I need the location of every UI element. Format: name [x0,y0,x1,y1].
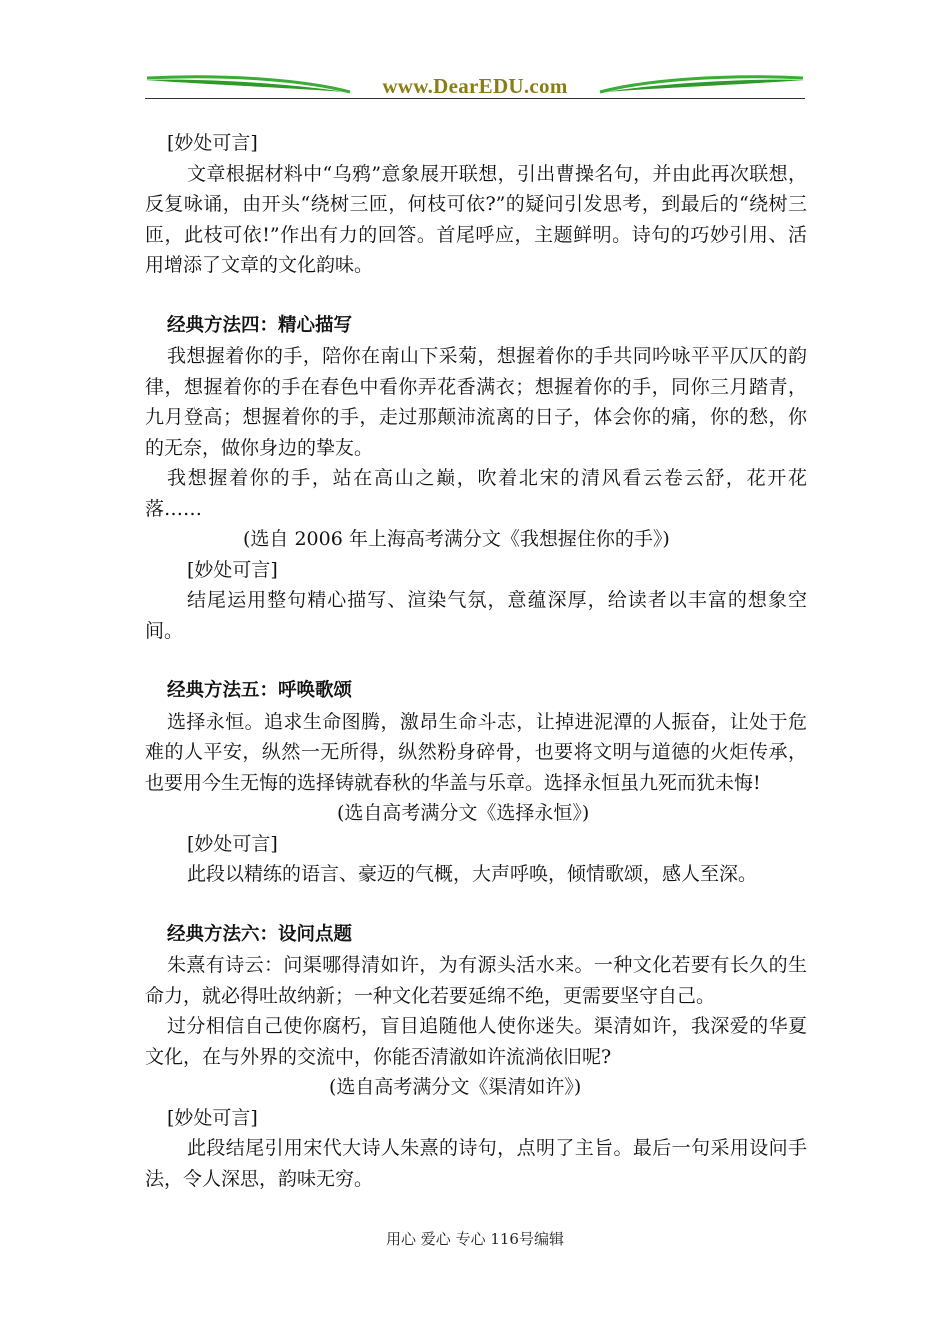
comment-text: 结尾运用整句精心描写、渲染气氛，意蕴深厚，给读者以丰富的想象空间。 [145,589,807,642]
source-citation: (选自高考满分文《选择永恒》) [337,802,590,824]
comment-text: 文章根据材料中“乌鸦”意象展开联想，引出曹操名句，并由此再次联想，反复咏诵，由开头“绕树三匝，何枝可依?”的疑问引发思考，到最后的“绕树三匝，此枝可依!”作出有力的回答。首尾呼应，主题鲜明。诗句的巧妙引用、活用增添了文章的文化韵味。 [145,162,807,276]
header-divider [145,98,805,99]
section-heading: 经典方法五：呼唤歌颂 [167,680,353,701]
body-paragraph: 朱熹有诗云：问渠哪得清如许，为有源头活水来。一种文化若要有长久的生命力，就必得吐故纳新；一种文化若要延绵不绝，更需要坚守自己。 [145,954,807,1007]
comment-text: 此段以精练的语言、豪迈的气概，大声呼唤，倾情歌颂，感人至深。 [187,863,758,885]
body-paragraph: 我想握着你的手，站在高山之巅，吹着北宋的清风看云卷云舒，花开花落…… [145,467,807,520]
comment-label: [妙处可言] [167,132,258,154]
comment-label: [妙处可言] [187,558,278,581]
source-citation: (选自 2006 年上海高考满分文《我想握住你的手》) [243,528,670,550]
comment-label: [妙处可言] [167,1106,258,1129]
comment-text: 此段结尾引用宋代大诗人朱熹的诗句，点明了主旨。最后一句采用设问手法，令人深思，韵味无穷。 [145,1137,807,1190]
body-paragraph: 过分相信自己使你腐朽，盲目追随他人使你迷失。渠清如许，我深爱的华夏文化，在与外界的交流中，你能否清澈如许流淌依旧呢? [145,1015,807,1068]
comment-label: [妙处可言] [187,832,278,855]
document-body [145,128,807,1194]
section-heading: 经典方法六：设问点题 [167,923,353,945]
page-footer: 用心 爱心 专心 116号编辑 [386,1230,564,1248]
source-citation: (选自高考满分文《渠清如许》) [329,1076,582,1098]
body-paragraph: 选择永恒。追求生命图腾，激昂生命斗志，让掉进泥潭的人振奋，让处于危难的人平安，纵然一无所得，纵然粉身碎骨，也要将文明与道德的火炬传承，也要用今生无悔的选择铸就春秋的华盖与乐章。选择永恒虽九死而犹未悔! [145,710,807,794]
section-heading: 经典方法四：精心描写 [167,314,353,336]
site-logo-text: www.DearEDU.com [382,74,568,98]
body-paragraph: 我想握着你的手，陪你在南山下采菊，想握着你的手共同吟咏平平仄仄的韵律，想握着你的手在春色中看你弄花香满衣；想握着你的手，同你三月踏青，九月登高；想握着你的手，走过那颠沛流离的日子，体会你的痛，你的愁，你的无奈，做你身边的挚友。 [145,345,807,459]
